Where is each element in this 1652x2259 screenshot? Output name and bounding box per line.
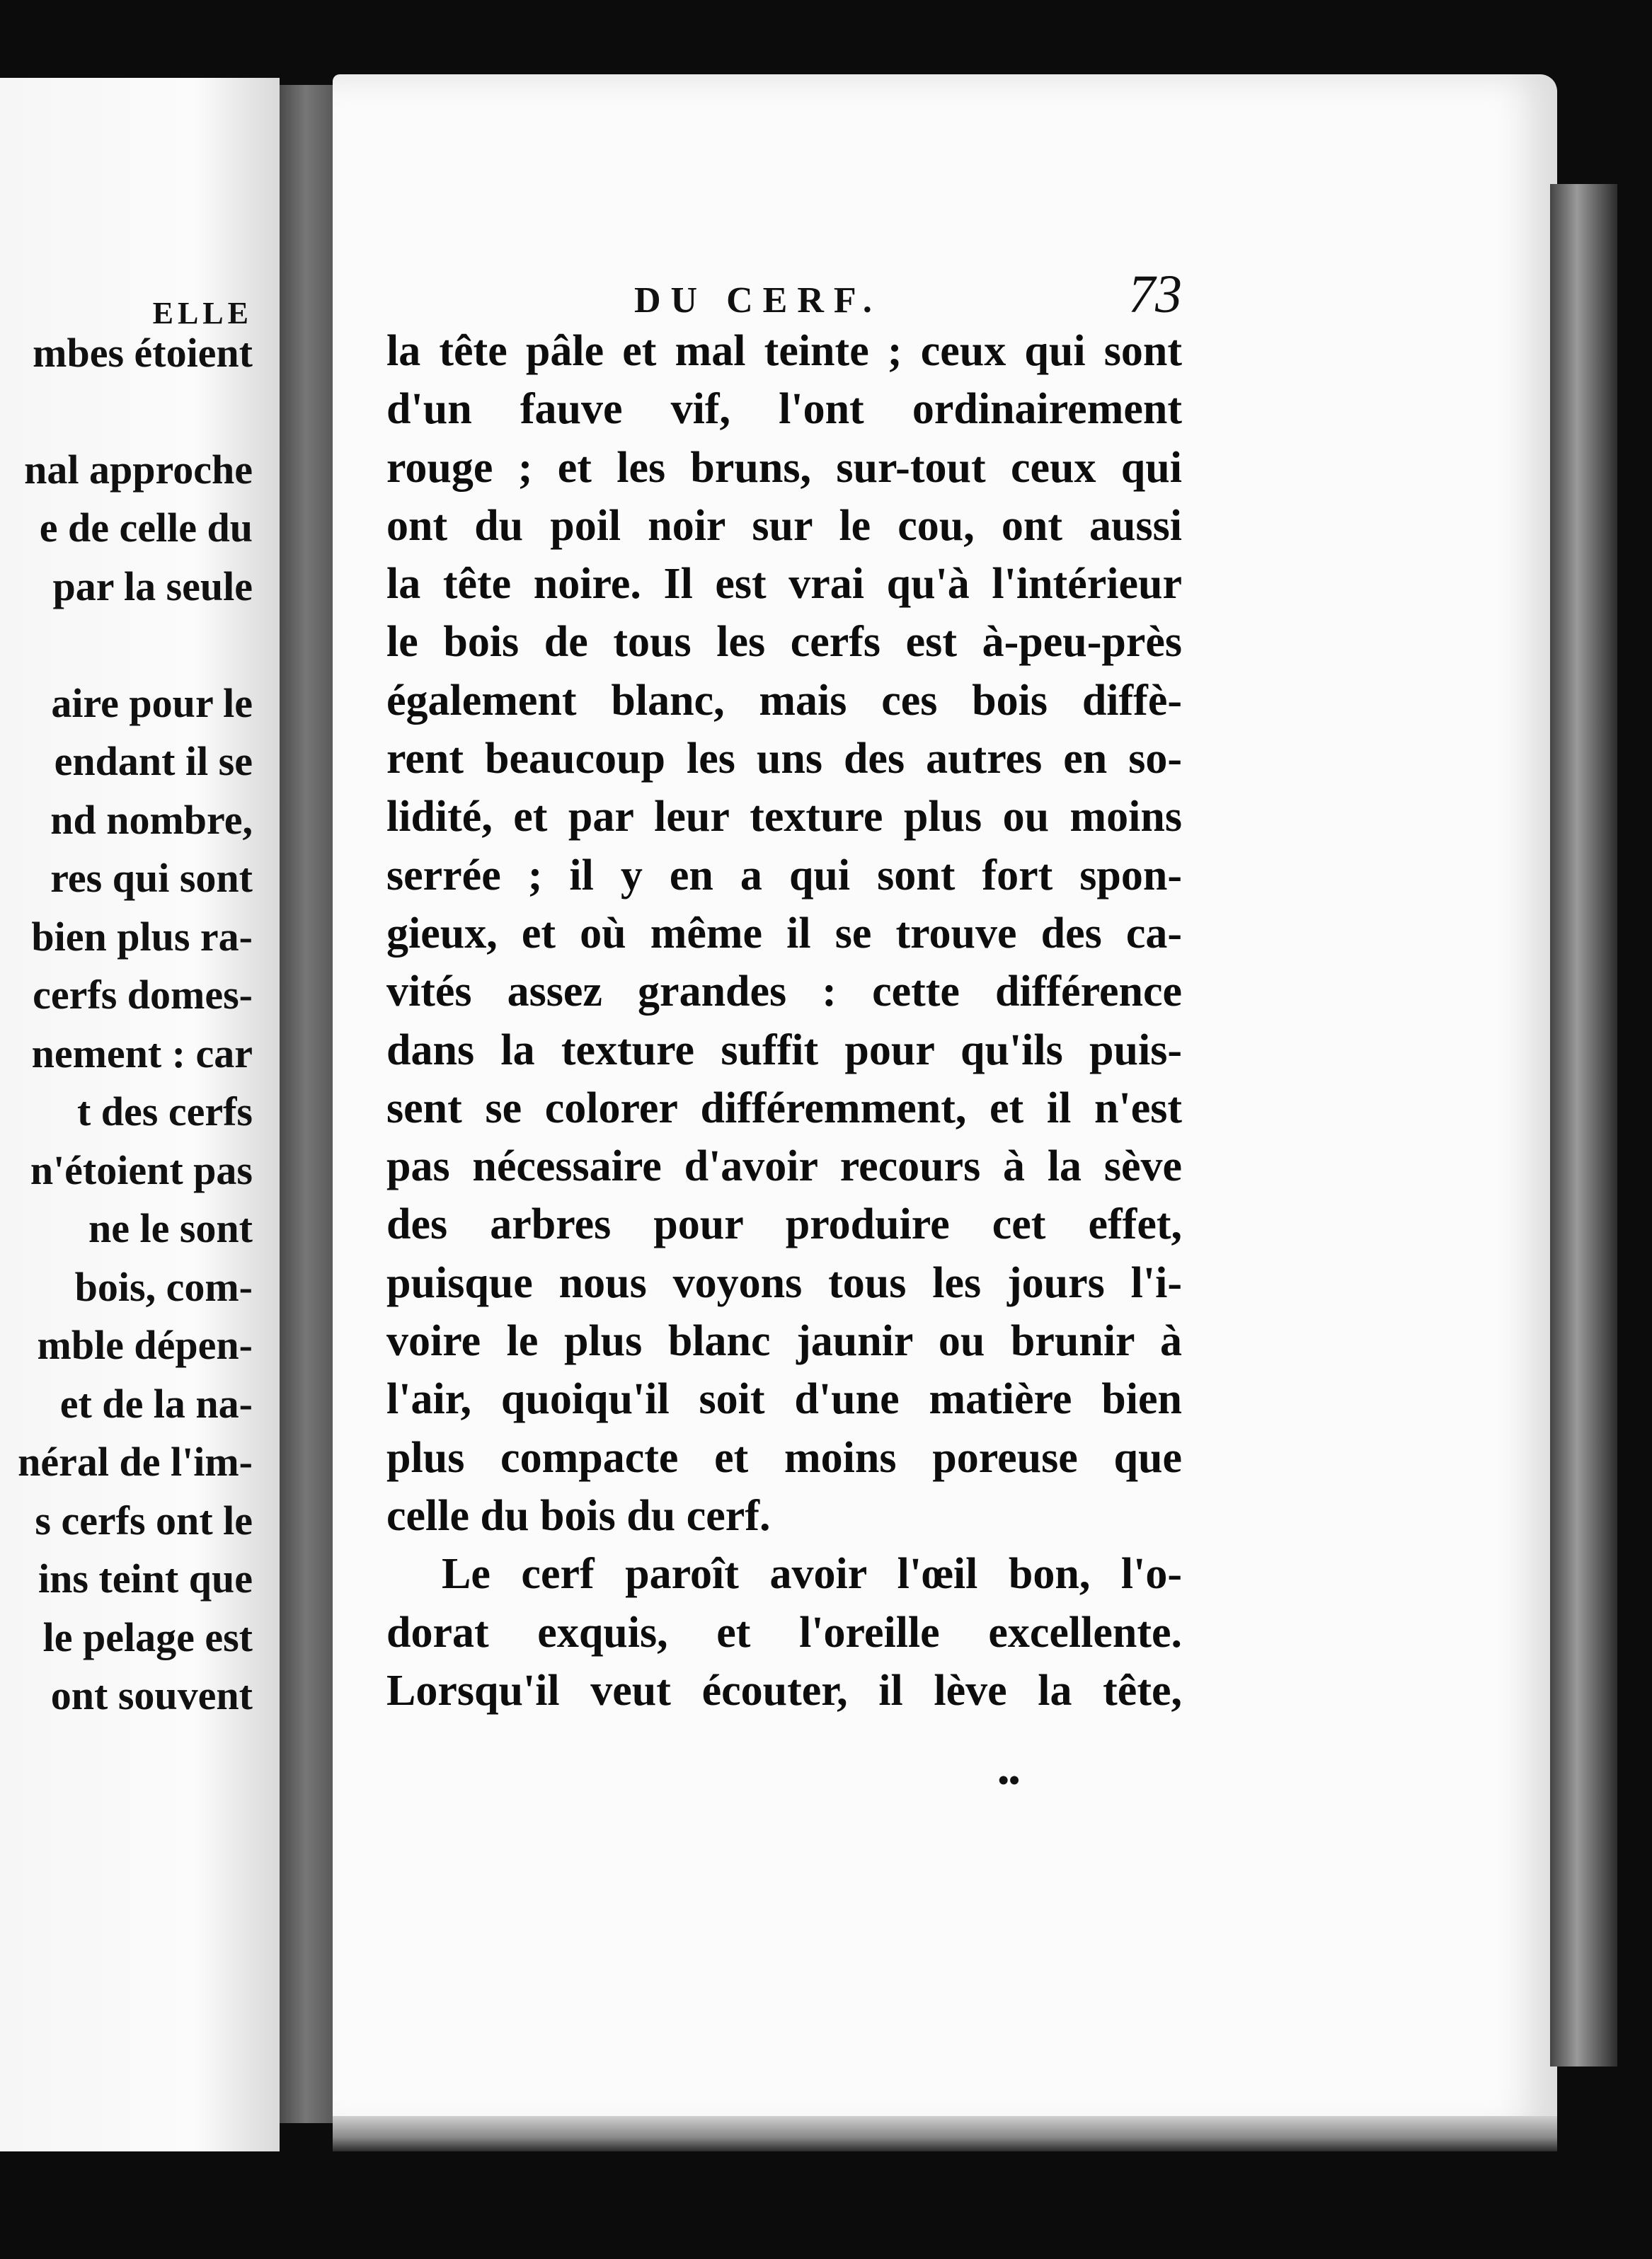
left-page-line: aire pour le [51, 679, 253, 726]
left-page-line: par la seule [52, 563, 253, 609]
page-header [382, 258, 1182, 329]
left-page-line: n'étoient pas [30, 1146, 253, 1193]
page-number: 73 [1128, 265, 1182, 324]
left-page-line: ne le sont [88, 1205, 253, 1251]
left-page-line [0, 382, 253, 441]
text-line: la tête pâle et mal teinte ; ceux qui sont [386, 327, 1182, 375]
body-text [386, 322, 1182, 1720]
text-line: celle du bois du cerf. [386, 1491, 771, 1540]
left-page-line: nd nombre, [50, 796, 253, 843]
text-line: serrée ; il y en a qui sont fort spon- [386, 851, 1182, 899]
left-page-line: mble dépen- [37, 1322, 253, 1368]
left-page-line [0, 616, 253, 674]
text-line: puisque nous voyons tous les jours l'i- [386, 1258, 1182, 1307]
left-facing-page [0, 78, 280, 2151]
bottom-page-edge [333, 2116, 1557, 2151]
text-line: dans la texture suffit pour qu'ils puis- [386, 1025, 1182, 1074]
left-page-line: nement : car [31, 1030, 253, 1076]
text-line: rent beaucoup les uns des autres en so- [386, 735, 1182, 783]
text-line: lidité, et par leur texture plus ou moins [386, 793, 1182, 841]
left-page-line: ins teint que [38, 1556, 253, 1602]
text-line: sent se colorer différemment, et il n'est [386, 1083, 1182, 1132]
left-page-line: le pelage est [42, 1614, 253, 1660]
left-page-line: cerfs domes- [33, 972, 253, 1018]
left-page-line: bien plus ra- [31, 913, 253, 960]
text-line: des arbres pour produire cet effet, [386, 1200, 1182, 1249]
left-page-line: res qui sont [50, 855, 253, 901]
left-page-running-head: ELLE [152, 296, 253, 330]
text-line: ont du poil noir sur le cou, ont aussi [386, 501, 1182, 550]
left-page-line: s cerfs ont le [35, 1497, 253, 1544]
text-line: rouge ; et les bruns, sur-tout ceux qui [386, 443, 1182, 492]
left-page-line: ont souvent [50, 1672, 253, 1718]
page-edge [1550, 184, 1617, 2067]
left-page-line: bois, com- [74, 1263, 253, 1310]
text-line: voire le plus blanc jaunir ou brunir à [386, 1317, 1182, 1366]
text-line: plus compacte et moins poreuse que [386, 1433, 1182, 1482]
signature-mark: •• [998, 1763, 1020, 1798]
left-page-line: t des cerfs [76, 1088, 253, 1134]
left-page-line: néral de l'im- [18, 1439, 253, 1485]
paragraph-start-line: Le cerf paroît avoir l'œil bon, l'o- [442, 1550, 1182, 1599]
left-page-line: endant il se [54, 738, 253, 784]
running-head: DU CERF. [634, 280, 882, 321]
text-line: dorat exquis, et l'oreille excellente. [386, 1608, 1182, 1657]
left-page-line: mbes étoient [33, 329, 253, 376]
left-page-line: et de la na- [59, 1380, 253, 1427]
text-line: d'un fauve vif, l'ont ordinairement [386, 385, 1182, 434]
text-line: la tête noire. Il est vrai qu'à l'intérieur [386, 560, 1182, 609]
text-line: le bois de tous les cerfs est à-peu-près [386, 618, 1182, 667]
text-line: Lorsqu'il veut écouter, il lève la tête, [386, 1666, 1182, 1715]
left-page-line: e de celle du [39, 505, 253, 551]
text-line: vités assez grandes : cette différence [386, 967, 1182, 1016]
text-line: gieux, et où même il se trouve des ca- [386, 909, 1182, 958]
text-line: pas nécessaire d'avoir recours à la sève [386, 1142, 1182, 1191]
text-line: également blanc, mais ces bois diffè- [386, 676, 1182, 725]
left-page-text [0, 265, 253, 1725]
text-line: l'air, quoiqu'il soit d'une matière bien [386, 1375, 1182, 1424]
left-page-line: nal approche [24, 446, 253, 493]
